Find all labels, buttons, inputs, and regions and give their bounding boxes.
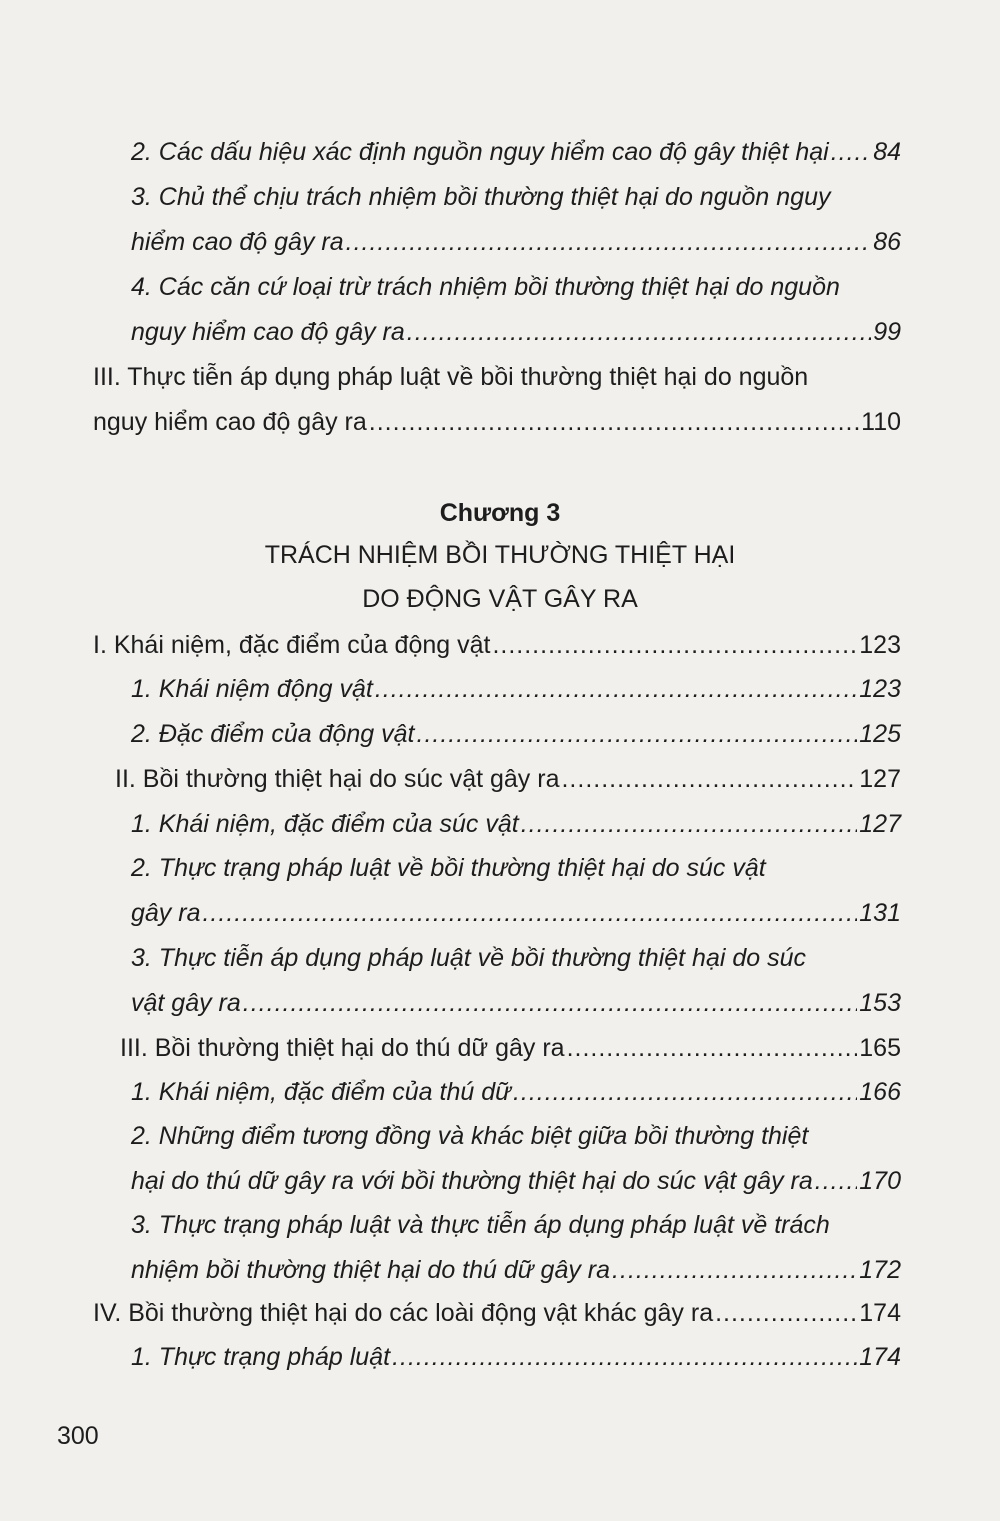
toc-entry-title: 1. Khái niệm, đặc điểm của thú dữ (131, 1078, 511, 1106)
toc-entry-title: III. Bồi thường thiệt hại do thú dữ gây ra (120, 1034, 565, 1062)
toc-entry (131, 1335, 901, 1380)
toc-entry-title: 1. Khái niệm, đặc điểm của súc vật (131, 810, 519, 838)
chapter-label: Chương 3 (439, 499, 561, 527)
toc-entry (131, 1203, 901, 1293)
toc-entry-title-line1: 3. Thực tiễn áp dụng pháp luật về bồi thường thiệt hại do súc (131, 944, 807, 972)
toc-entry-page: 131 (859, 899, 901, 927)
toc-entry-title-line1: III. Thực tiễn áp dụng pháp luật về bồi thường thiệt hại do nguồn (93, 363, 809, 391)
toc-entry-title-line2: nguy hiểm cao độ gây ra (93, 408, 367, 436)
toc-entry-title: 1. Thực trạng pháp luật (131, 1343, 391, 1371)
toc-entry (120, 1026, 901, 1071)
toc-entry-page: 123 (859, 675, 901, 703)
toc-entry-title: 2. Đặc điểm của động vật (131, 720, 415, 748)
toc-entry-title-line1: 4. Các căn cứ loại trừ trách nhiệm bồi thường thiệt hại do nguồn (131, 273, 840, 301)
toc-entry-page: 99 (873, 318, 901, 346)
toc-entry-page: 170 (859, 1167, 901, 1195)
toc-entry (131, 802, 901, 847)
toc-entry-page: 84 (873, 138, 901, 166)
toc-entry-title: 1. Khái niệm động vật (131, 675, 373, 703)
toc-entry-title-line2: hại do thú dữ gây ra với bồi thường thiệt hại do súc vật gây ra (131, 1167, 813, 1195)
toc-entry-title-line1: 3. Thực trạng pháp luật và thực tiễn áp dụng pháp luật về trách (131, 1211, 830, 1239)
toc-entry (131, 175, 901, 265)
toc-entry-page: 174 (859, 1343, 901, 1371)
toc-entry-page: 166 (859, 1078, 901, 1106)
chapter-title-line1: TRÁCH NHIỆM BỒI THƯỜNG THIỆT HẠI (264, 541, 736, 569)
toc-entry-title-line1: 2. Những điểm tương đồng và khác biệt giữa bồi thường thiệt (131, 1122, 809, 1150)
toc-entry (131, 130, 901, 175)
toc-entry-page: 110 (861, 408, 901, 436)
toc-entry-page: 174 (859, 1299, 901, 1327)
toc-entry-title: IV. Bồi thường thiệt hại do các loài động vật khác gây ra (93, 1299, 714, 1327)
toc-entry (131, 846, 901, 936)
toc-entry-title: 2. Các dấu hiệu xác định nguồn nguy hiểm cao độ gây thiệt hại (131, 138, 829, 166)
toc-entry-title-line2: hiểm cao độ gây ra (131, 228, 344, 256)
toc-entry (93, 355, 901, 445)
toc-entry (131, 1114, 901, 1204)
toc-entry-page: 125 (859, 720, 901, 748)
toc-entry-page: 165 (859, 1034, 901, 1062)
toc-entry-page: 153 (859, 989, 901, 1017)
toc-entry-title-line2: nhiệm bồi thường thiệt hại do thú dữ gây ra (131, 1256, 611, 1284)
toc-entry-title: II. Bồi thường thiệt hại do súc vật gây ra (115, 765, 560, 793)
page-number: 300 (57, 1422, 99, 1450)
toc-entry-page: 123 (859, 631, 901, 659)
toc-entry-page: 127 (859, 810, 901, 838)
toc-entry-title-line2: gây ra (131, 899, 201, 927)
toc-entry-page: 172 (859, 1256, 901, 1284)
toc-entry (131, 712, 901, 757)
toc-entry (131, 936, 901, 1026)
toc-entry (93, 623, 901, 668)
toc-entry (93, 1291, 901, 1336)
toc-entry-page: 127 (859, 765, 901, 793)
toc-entry (131, 1070, 901, 1115)
toc-entry (131, 265, 901, 355)
toc-entry-page: 86 (873, 228, 901, 256)
toc-entry-title-line1: 3. Chủ thể chịu trách nhiệm bồi thường thiệt hại do nguồn nguy (131, 183, 831, 211)
toc-entry-title-line2: vật gây ra (131, 989, 241, 1017)
chapter-title-line2: DO ĐỘNG VẬT GÂY RA (362, 585, 638, 613)
toc-entry-title: I. Khái niệm, đặc điểm của động vật (93, 631, 491, 659)
toc-entry-title-line1: 2. Thực trạng pháp luật về bồi thường thiệt hại do súc vật (131, 854, 766, 882)
toc-entry (115, 757, 901, 802)
toc-entry-title-line2: nguy hiểm cao độ gây ra (131, 318, 405, 346)
toc-entry (131, 667, 901, 712)
